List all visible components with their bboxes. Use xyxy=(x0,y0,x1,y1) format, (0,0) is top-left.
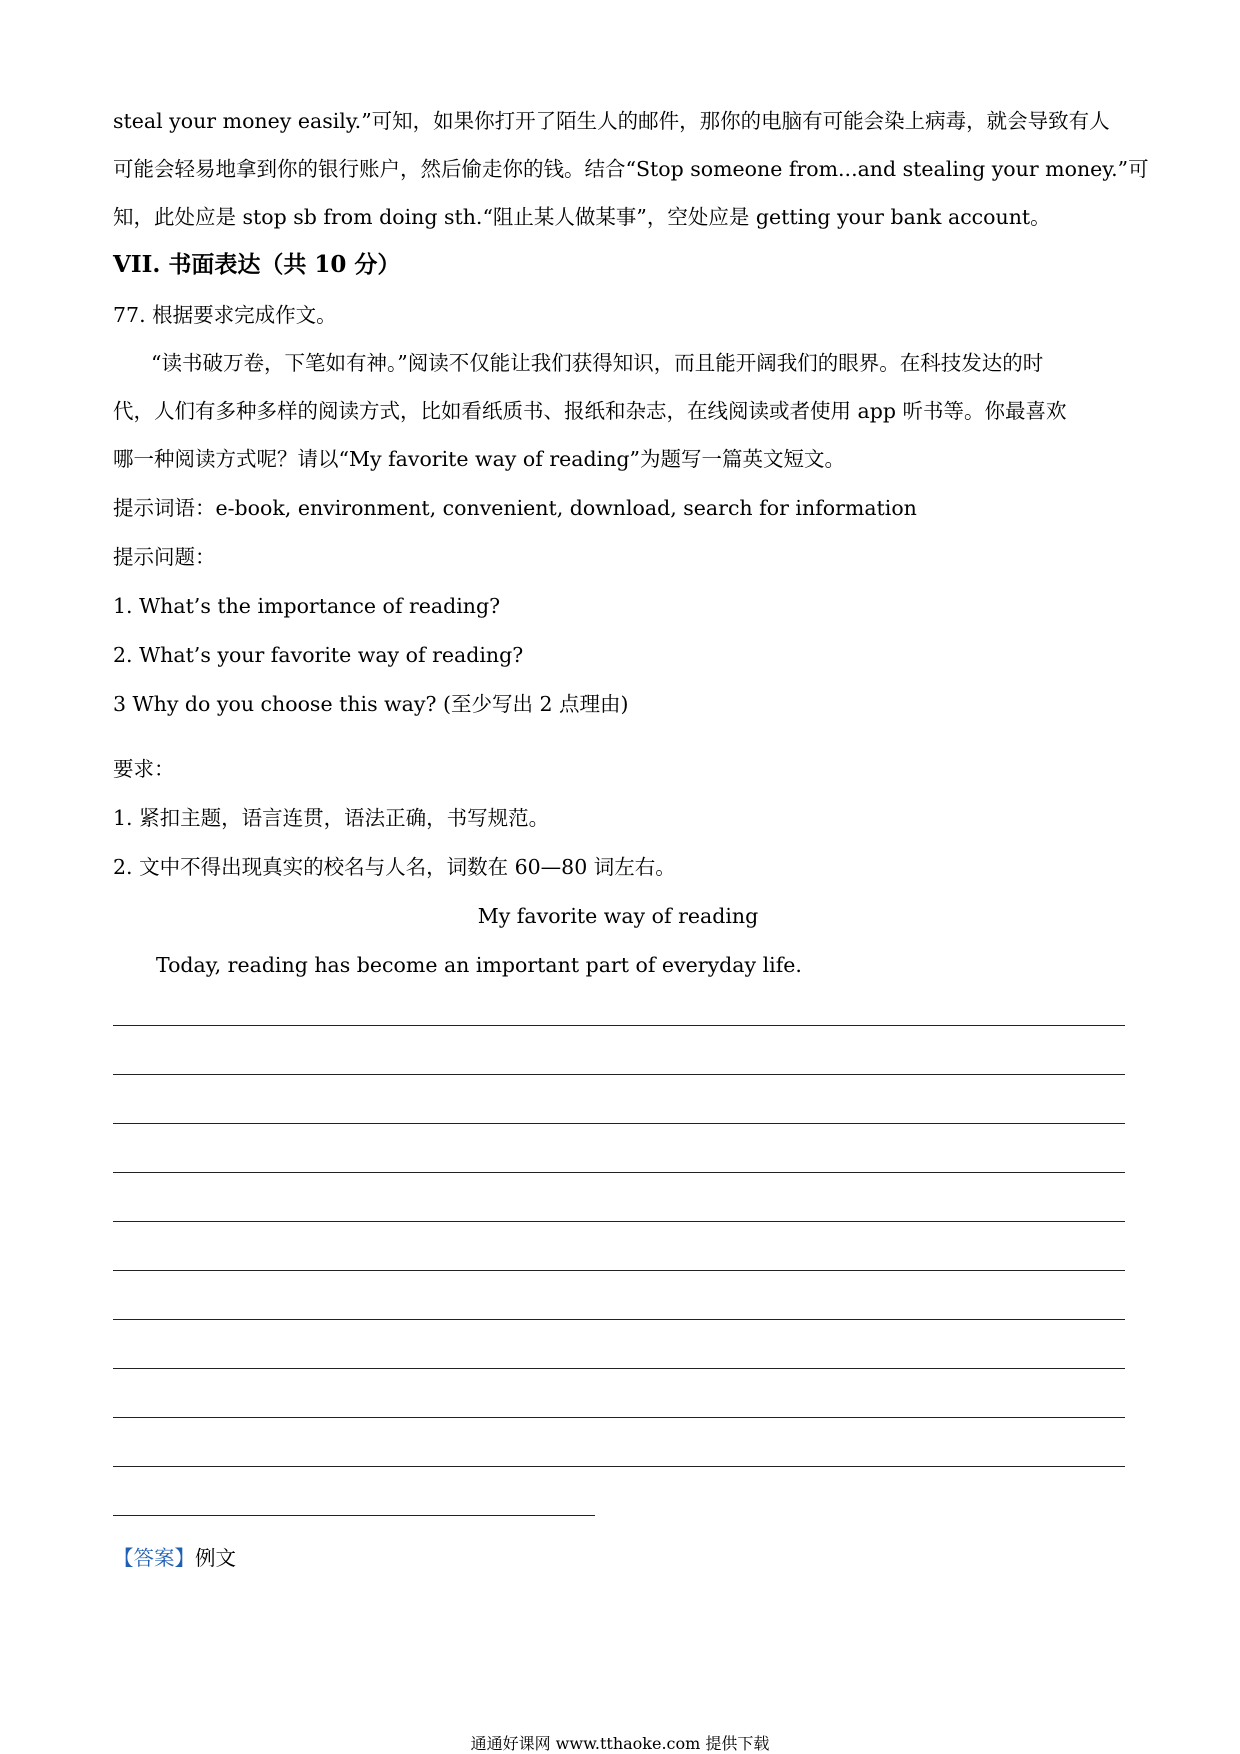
intro-text-1: “读书破万卷，下笔如有神。”阅读不仅能让我们获得知识，而且能开阔我们的眼界。在科技发达的时 xyxy=(151,351,1044,375)
requirement-1: 1. 紧扣主题，语言连贯，语法正确，书写规范。 xyxy=(113,806,550,830)
section-title: VII. 书面表达（共 10 分） xyxy=(113,251,401,278)
hint-questions-label: 提示问题： xyxy=(113,545,216,569)
writing-line-short xyxy=(113,1515,595,1516)
hint-question-1: 1. What’s the importance of reading? xyxy=(113,594,501,618)
explanation-line-1: steal your money easily.”可知，如果你打开了陌生人的邮件，那你的电脑有可能会染上病毒，就会导致有人 xyxy=(113,109,1110,133)
essay-title: My favorite way of reading xyxy=(477,904,759,928)
writing-line-8 xyxy=(113,1368,1125,1369)
intro-line-3: 哪一种阅读方式呢？请以“My favorite way of reading”为题写一篇英文短文。 xyxy=(113,447,845,471)
answer-line xyxy=(113,1543,1123,1573)
writing-line-3 xyxy=(113,1123,1125,1124)
hint-question-2: 2. What’s your favorite way of reading? xyxy=(113,643,524,667)
essay-opening: Today, reading has become an important part of everyday life. xyxy=(156,953,802,977)
hint-question-3: 3 Why do you choose this way? (至少写出 2 点理由) xyxy=(113,692,629,716)
intro-line-2: 代，人们有多种多样的阅读方式，比如看纸质书、报纸和杂志，在线阅读或者使用 app 听书等。你最喜欢 xyxy=(113,399,1067,423)
requirements-label: 要求： xyxy=(113,757,175,781)
writing-line-7 xyxy=(113,1319,1125,1320)
requirement-2: 2. 文中不得出现真实的校名与人名，词数在 60—80 词左右。 xyxy=(113,855,676,879)
writing-line-6 xyxy=(113,1270,1125,1271)
writing-line-4 xyxy=(113,1172,1125,1173)
page-footer: 通通好课网 www.tthaoke.com 提供下载 xyxy=(470,1734,770,1753)
question-number: 77. 根据要求完成作文。 xyxy=(113,303,337,327)
writing-line-1 xyxy=(113,1025,1125,1026)
answer-tag: 【答案】 xyxy=(113,1546,195,1570)
explanation-line-2: 可能会轻易地拿到你的银行账户，然后偷走你的钱。结合“Stop someone from...and stealing your money.”可 xyxy=(113,157,1149,181)
writing-line-5 xyxy=(113,1221,1125,1222)
answer-text: 例文 xyxy=(195,1546,236,1570)
hint-words: 提示词语：e-book, environment, convenient, download, search for information xyxy=(113,496,917,520)
explanation-line-3: 知，此处应是 stop sb from doing sth.“阻止某人做某事”，空处应是 getting your bank account。 xyxy=(113,205,1051,229)
writing-line-10 xyxy=(113,1466,1125,1467)
intro-line-1 xyxy=(113,348,1123,378)
writing-line-2 xyxy=(113,1074,1125,1075)
writing-line-9 xyxy=(113,1417,1125,1418)
